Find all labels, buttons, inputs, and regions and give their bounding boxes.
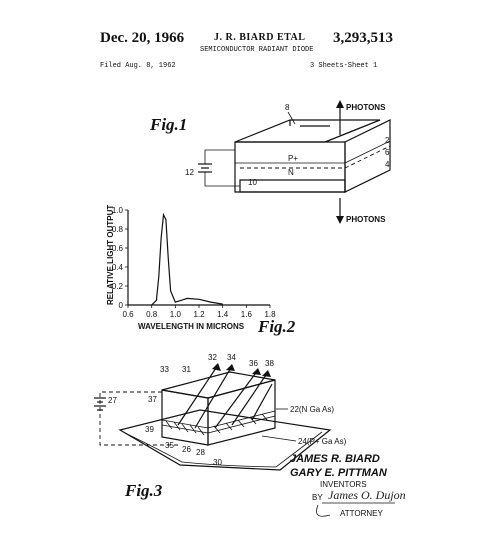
patent-date: Dec. 20, 1966	[100, 30, 185, 46]
fig2-label: Fig.2	[258, 317, 296, 336]
signature-block	[290, 453, 406, 518]
fig3-ref-34: 34	[227, 353, 236, 362]
fig3-ref-39: 39	[145, 425, 154, 434]
patent-number: 3,293,513	[333, 30, 393, 46]
fig1-p-region: P+	[288, 154, 299, 163]
chart-y-tick-label: 0.8	[111, 225, 123, 234]
fig1-photons-top: PHOTONS	[346, 103, 386, 112]
chart-x-tick-label: 1.0	[169, 310, 181, 319]
fig1-ref-4: 4	[385, 160, 390, 169]
filed-date: Filed Aug. 8, 1962	[100, 62, 176, 70]
fig1-ref-2: 2	[385, 136, 390, 145]
chart-xlabel: WAVELENGTH IN MICRONS	[138, 322, 245, 331]
chart-x-tick-label: 1.4	[217, 310, 229, 319]
inventors-caption: INVENTORS	[320, 480, 367, 489]
fig3-ref-31: 31	[182, 365, 191, 374]
signature-flourish	[317, 505, 331, 516]
fig3-ref-32: 32	[208, 353, 217, 362]
chart-x-tick-label: 0.8	[146, 310, 158, 319]
chart-y-tick-label: 0.4	[111, 263, 123, 272]
patent-title: SEMICONDUCTOR RADIANT DIODE	[200, 46, 314, 54]
fig1-ref-6: 6	[385, 148, 390, 157]
inventor-2-name: GARY E. PITTMAN	[290, 467, 387, 479]
fig3-callout-24: 24(P+ Ga As)	[298, 437, 347, 446]
fig3-ref-27: 27	[108, 396, 117, 405]
fig3-ref-30: 30	[213, 458, 222, 467]
chart-x-tick-label: 1.2	[193, 310, 205, 319]
chart-y-tick-label: 0.6	[111, 244, 123, 253]
chart-x-tick-label: 1.6	[240, 310, 252, 319]
attorney-signature: James O. Dujon	[328, 488, 406, 502]
figure-1	[149, 100, 390, 224]
attorney-caption: ATTORNEY	[340, 509, 383, 518]
fig1-ref-8: 8	[285, 103, 290, 112]
chart-ylabel: RELATIVE LIGHT OUTPUT	[106, 204, 115, 305]
chart-series-line	[152, 215, 223, 305]
fig3-callout-22: 22(N Ga As)	[290, 405, 335, 414]
fig3-ref-33: 33	[160, 365, 169, 374]
chart-y-tick-label: 0.2	[111, 282, 123, 291]
figure-2-chart	[106, 205, 296, 336]
fig3-ref-28: 28	[196, 448, 205, 457]
fig1-label: Fig.1	[150, 115, 188, 134]
fig3-ref-37: 37	[148, 395, 157, 404]
fig3-label: Fig.3	[125, 481, 163, 500]
chart-y-tick-label: 1.0	[111, 206, 123, 215]
chart-x-tick-label: 0.6	[122, 310, 134, 319]
patent-inventors: J. R. BIARD ETAL	[214, 32, 306, 43]
inventor-1-name: JAMES R. BIARD	[290, 453, 380, 465]
fig3-ref-26: 26	[182, 445, 191, 454]
fig1-ref-10: 10	[248, 178, 257, 187]
fig1-photons-bottom: PHOTONS	[346, 215, 386, 224]
chart-x-tick-label: 1.8	[264, 310, 276, 319]
sheet-count: 3 Sheets-Sheet 1	[310, 62, 378, 70]
chart-y-tick-label: 0	[118, 301, 123, 310]
fig1-ref-12: 12	[185, 168, 194, 177]
fig3-ref-38: 38	[265, 359, 274, 368]
fig3-ref-35: 35	[165, 441, 174, 450]
fig3-ref-36: 36	[249, 359, 258, 368]
fig1-n-region: N	[288, 168, 294, 177]
signature-by: BY	[312, 493, 323, 502]
